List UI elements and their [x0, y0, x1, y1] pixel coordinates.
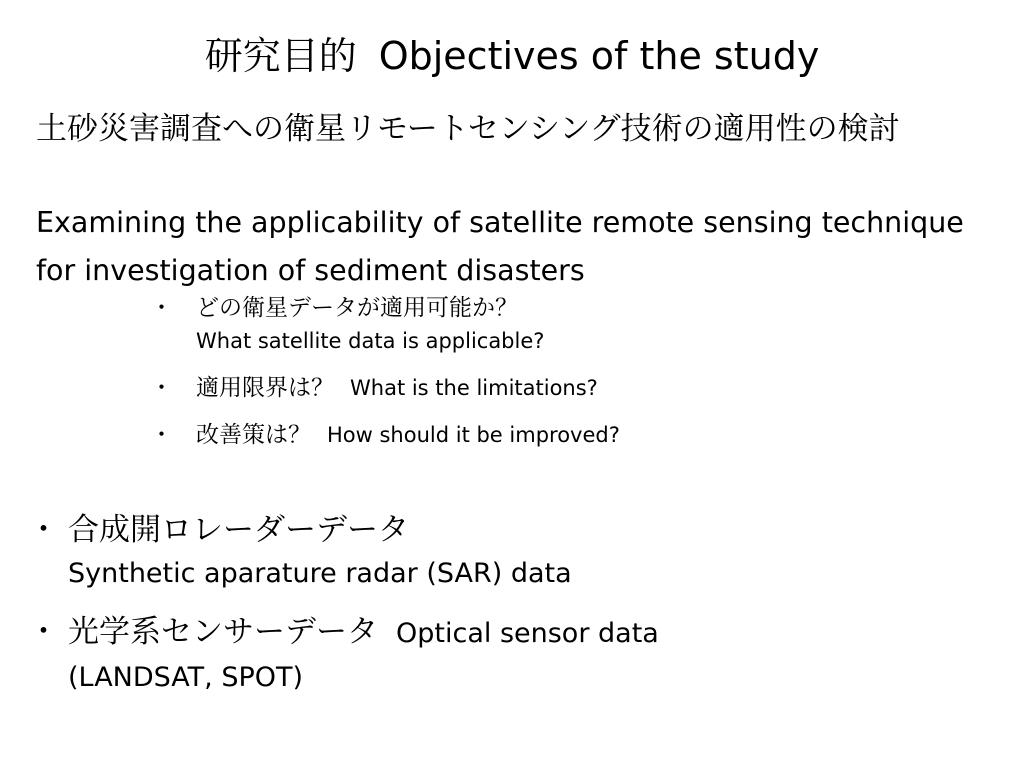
slide-title-jp: 研究目的 — [204, 34, 357, 78]
question-list — [150, 292, 970, 452]
slide-title — [0, 28, 1024, 84]
question-en: How should it be improved? — [327, 423, 620, 447]
data-type-jp: 光学系センサーデータ — [68, 614, 378, 650]
bullet-dot: ・ — [150, 295, 173, 321]
question-item — [150, 372, 970, 405]
question-item — [150, 292, 970, 358]
data-type-item — [28, 610, 988, 700]
data-type-list — [28, 508, 988, 700]
data-type-en: Optical sensor data — [396, 618, 659, 649]
question-en: What is the limitations? — [350, 376, 598, 400]
data-type-en: Synthetic aparature radar (SAR) data — [68, 558, 572, 589]
bullet-dot: ・ — [150, 375, 173, 401]
data-type-item — [28, 508, 988, 596]
bullet-dot: ・ — [28, 512, 59, 548]
data-type-jp: 合成開ロレーダーデータ — [68, 512, 409, 548]
question-jp: どの衛星データが適用可能か？ — [196, 295, 518, 321]
data-type-en-detail: (LANDSAT, SPOT) — [68, 662, 304, 693]
objective-jp: 土砂災害調査への衛星リモートセンシング技術の適用性の検討 — [36, 111, 900, 147]
slide-title-en: Objectives of the study — [378, 34, 820, 78]
bullet-dot: ・ — [150, 422, 173, 448]
objective-en: Examining the applicability of satellite remote sensing technique for investigation of sediment disasters — [36, 206, 964, 287]
question-en: What satellite data is applicable? — [196, 329, 545, 353]
bullet-dot: ・ — [28, 614, 59, 650]
question-jp: 改善策は？ — [196, 422, 311, 448]
question-item — [150, 419, 970, 452]
question-jp: 適用限界は？ — [196, 375, 334, 401]
